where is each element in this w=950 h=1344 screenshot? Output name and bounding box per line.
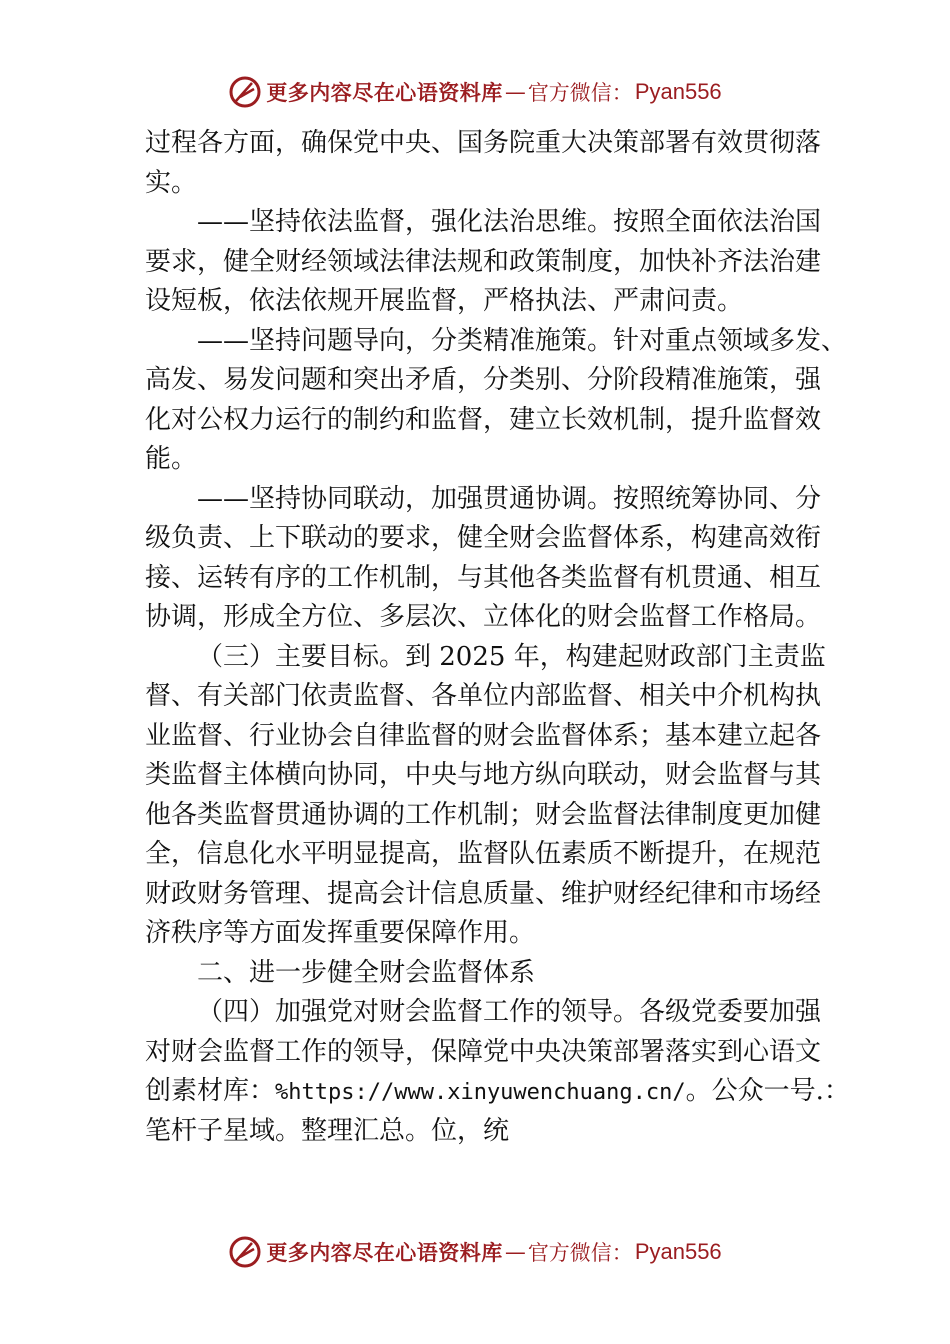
- text-line: 高发、易发问题和突出矛盾，分类别、分阶段精准施策，强: [145, 365, 822, 395]
- text-line: 协调，形成全方位、多层次、立体化的财会监督工作格局。: [145, 602, 822, 632]
- document-body: [145, 124, 850, 1151]
- text-line: 要求，健全财经领域法律法规和政策制度，加快补齐法治建: [145, 246, 822, 277]
- text-line: 化对公权力运行的制约和监督，建立长效机制，提升监督效: [145, 404, 822, 435]
- text-line: 能。: [145, 444, 198, 474]
- header-watermark: [0, 70, 950, 114]
- text-line: ——坚持问题导向，分类精准施策。针对重点领域多发、: [197, 325, 848, 356]
- section-heading: 二、进一步健全财会监督体系: [197, 957, 536, 988]
- text-line: 设短板，依法依规开展监督，严格执法、严肃问责。: [145, 286, 744, 316]
- text-line: 级负责、上下联动的要求，健全财会监督体系，构建高效衔: [145, 523, 822, 553]
- text-line: ——坚持协同联动，加强贯通协调。按照统筹协同、分: [197, 483, 822, 514]
- text-line: 业监督、行业协会自律监督的财会监督体系；基本建立起各: [145, 720, 822, 751]
- text-line-url: 创素材库：%https://www.xinyuwenchuang.cn/。公众一号.：: [145, 1076, 850, 1106]
- text-line: （四）加强党对财会监督工作的领导。各级党委要加强: [197, 997, 822, 1027]
- text-line: 财政财务管理、提高会计信息质量、维护财经纪律和市场经: [145, 878, 822, 909]
- watermark-wechat-label: 官方微信：: [527, 81, 633, 105]
- text-line: （三）主要目标。到 2025 年，构建起财政部门主责监: [197, 641, 826, 672]
- footer-watermark: [0, 1230, 950, 1274]
- text-line: ——坚持依法监督，强化法治思维。按照全面依法治国: [197, 207, 822, 237]
- text-line: 济秩序等方面发挥重要保障作用。: [145, 918, 536, 948]
- text-line: 对财会监督工作的领导，保障党中央决策部署落实到心语文: [145, 1036, 822, 1067]
- text-line: 实。: [145, 167, 198, 198]
- watermark-wechat-id: Pyan556: [634, 79, 722, 104]
- brush-logo-icon: [228, 75, 262, 109]
- url-text: %https://www.xinyuwenchuang.cn/: [275, 1080, 686, 1105]
- watermark-dash: —: [504, 1240, 526, 1264]
- watermark-dash: —: [504, 80, 526, 104]
- text-line: 他各类监督贯通协调的工作机制；财会监督法律制度更加健: [145, 799, 822, 830]
- watermark-wechat-label: 官方微信：: [527, 1241, 633, 1265]
- watermark-title: 更多内容尽在心语资料库: [266, 1241, 503, 1265]
- watermark-title: 更多内容尽在心语资料库: [266, 81, 503, 105]
- text-line: 类监督主体横向协同，中央与地方纵向联动，财会监督与其: [145, 760, 822, 790]
- watermark-wechat-id: Pyan556: [634, 1239, 722, 1264]
- text-line: 接、运转有序的工作机制，与其他各类监督有机贯通、相互: [145, 562, 822, 593]
- brush-logo-icon: [228, 1235, 262, 1269]
- text-line: 过程各方面，确保党中央、国务院重大决策部署有效贯彻落: [145, 128, 822, 158]
- text-line: 督、有关部门依责监督、各单位内部监督、相关中介机构执: [145, 681, 822, 711]
- text-line: 全，信息化水平明显提高，监督队伍素质不断提升，在规范: [145, 839, 822, 869]
- text-line: 笔杆子星域。整理汇总。位，统: [145, 1115, 510, 1146]
